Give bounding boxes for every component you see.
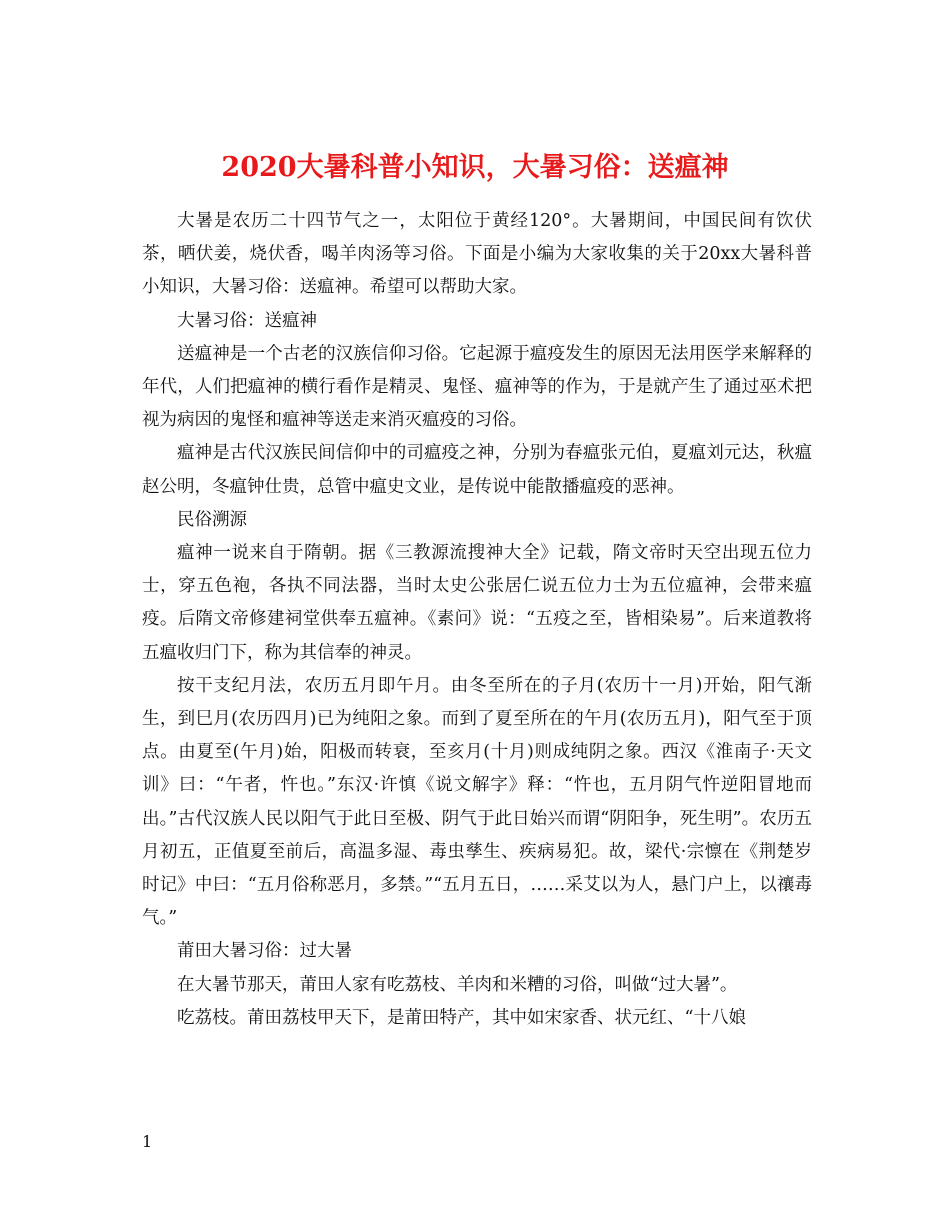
paragraph-intro: 大暑是农历二十四节气之一，太阳位于黄经120°。大暑期间，中国民间有饮伏茶，晒伏姜，烧伏香，喝羊肉汤等习俗。下面是小编为大家收集的关于20xx大暑科普小知识，大暑习俗：送瘟神。希望可以帮助大家。: [142, 211, 812, 298]
paragraph-sui-dynasty: 瘟神一说来自于隋朝。据《三教源流搜神大全》记载，隋文帝时天空出现五位力士，穿五色袍，各执不同法器，当时太史公张居仁说五位力士为五位瘟神，会带来瘟疫。后隋文帝修建祠堂供奉五瘟神。《素问》说：“五疫之至，皆相染易”。后来道教将五瘟收归门下，称为其信奉的神灵。: [142, 543, 812, 663]
paragraph-send-plague-god: 送瘟神是一个古老的汉族信仰习俗。它起源于瘟疫发生的原因无法用医学来解释的年代，人们把瘟神的横行看作是精灵、鬼怪、瘟神等的作为，于是就产生了通过巫术把视为病因的鬼怪和瘟神等送走来消灭瘟疫的习俗。: [142, 343, 812, 431]
document-title: 2020大暑科普小知识，大暑习俗：送瘟神: [221, 152, 729, 184]
paragraph-heading-origin: 民俗溯源: [177, 509, 247, 530]
page-number: 1: [142, 1132, 153, 1151]
paragraph-ganzhi: 按干支纪月法，农历五月即午月。由冬至所在的子月(农历十一月)开始，阳气渐生，到巳月(农历四月)已为纯阳之象。而到了夏至所在的午月(农历五月)，阳气至于顶点。由夏至(午月)始，阳极而转衰，至亥月(十月)则成纯阴之象。西汉《淮南子·天文训》曰：“午者，忤也。”东汉·许慎《说文解字》释：“忤也，五月阴气忤逆阳冒地而出。”古代汉族人民以阳气于此日至极、阴气于此日始兴而谓“阴阳争，死生明”。农历五月初五，正值夏至前后，高温多湿、毒虫孳生、疾病易犯。故，梁代·宗懔在《荆楚岁时记》中曰：“五月俗称恶月，多禁。”“五月五日，……采艾以为人，悬门户上，以禳毒气。”: [142, 675, 812, 929]
document-body: [142, 205, 812, 1035]
paragraph-heading-putian: 莆田大暑习俗：过大暑: [177, 941, 352, 962]
paragraph-plague-gods: 瘟神是古代汉族民间信仰中的司瘟疫之神，分别为春瘟张元伯，夏瘟刘元达，秋瘟赵公明，冬瘟钟仕贵，总管中瘟史文业，是传说中能散播瘟疫的恶神。: [142, 443, 812, 497]
paragraph-putian-custom: 在大暑节那天，莆田人家有吃荔枝、羊肉和米糟的习俗，叫做“过大暑”。: [177, 974, 738, 995]
paragraph-lychee: 吃荔枝。莆田荔枝甲天下，是莆田特产，其中如宋家香、状元红、“十八娘: [177, 1007, 746, 1028]
paragraph-heading-custom: 大暑习俗：送瘟神: [177, 310, 317, 331]
